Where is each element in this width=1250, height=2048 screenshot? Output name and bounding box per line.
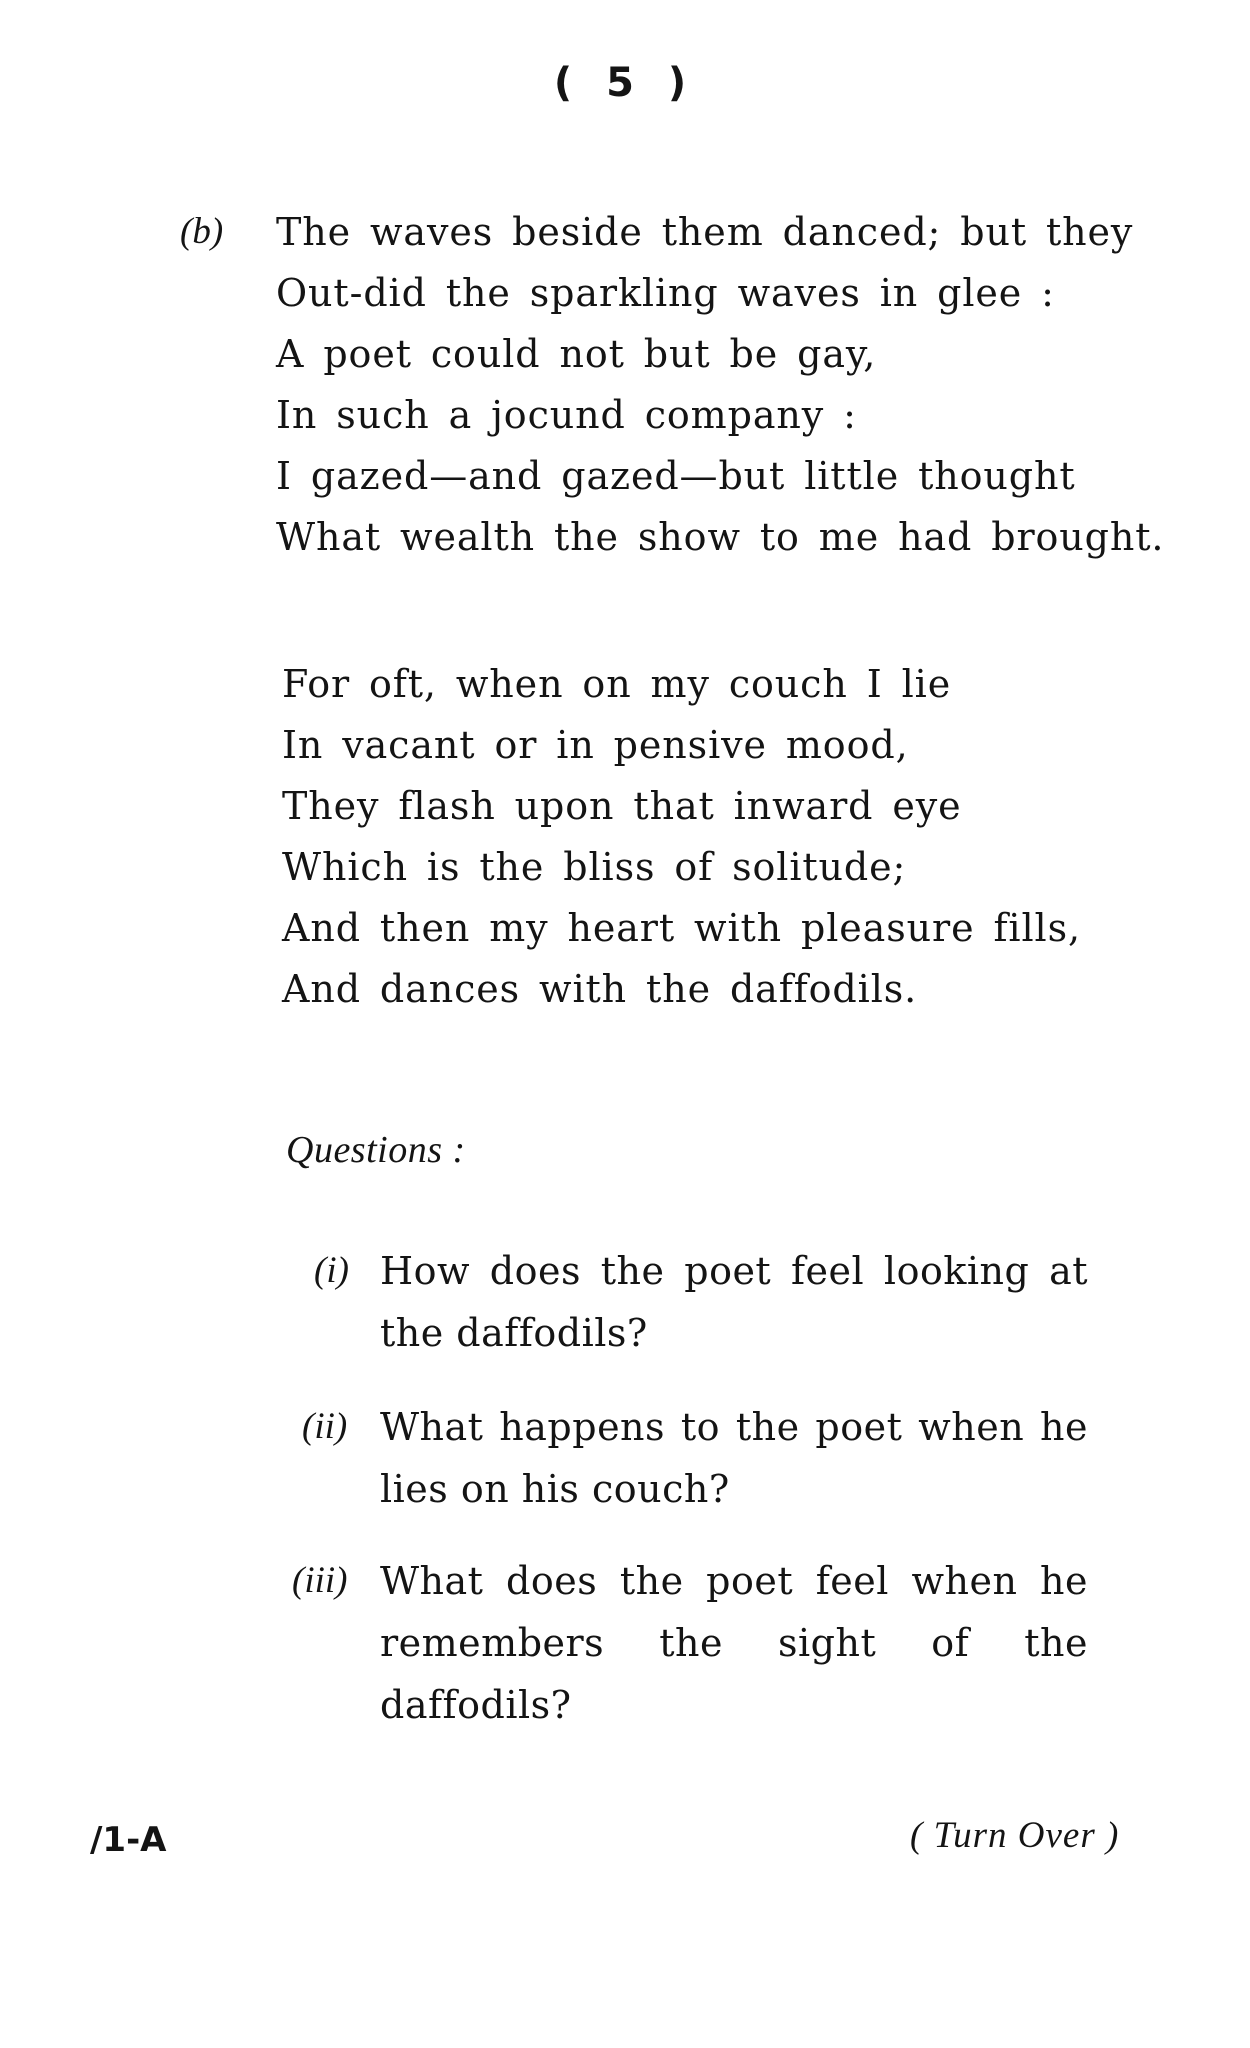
poem-line: In such a jocund company : (276, 393, 857, 437)
part-label: (b) (180, 211, 224, 252)
questions-heading: Questions : (286, 1129, 466, 1171)
paper-code: /1-A (90, 1820, 167, 1860)
poem-line: Which is the bliss of solitude; (282, 845, 907, 889)
poem-line: And then my heart with pleasure fills, (282, 906, 1081, 950)
turn-over-note: ( Turn Over ) (910, 1815, 1120, 1856)
question-number: (i) (314, 1250, 349, 1291)
poem-line: The waves beside them danced; but they (276, 210, 1134, 254)
poem-line: I gazed—and gazed—but little thought (276, 454, 1076, 498)
poem-line: Out-did the sparkling waves in glee : (276, 271, 1055, 315)
poem-line: They flash upon that inward eye (282, 784, 962, 828)
question-text: What does the poet feel when he remembers the sight of the daffodils? (380, 1559, 1088, 1727)
question-text: What happens to the poet when he lies on his couch? (380, 1405, 1088, 1511)
poem-stanza-1 (276, 202, 1164, 568)
question-text: How does the poet feel looking at the daffodils? (380, 1249, 1088, 1355)
poem-line: What wealth the show to me had brought. (276, 515, 1165, 559)
poem-line: For oft, when on my couch I lie (282, 662, 952, 706)
page-number: ( 5 ) (553, 60, 697, 106)
question-number: (iii) (292, 1560, 348, 1601)
poem-line: A poet could not but be gay, (276, 332, 877, 376)
question-number: (ii) (302, 1406, 348, 1447)
poem-line: In vacant or in pensive mood, (282, 723, 909, 767)
poem-line: And dances with the daffodils. (282, 967, 918, 1011)
poem-stanza-2 (282, 654, 1081, 1020)
